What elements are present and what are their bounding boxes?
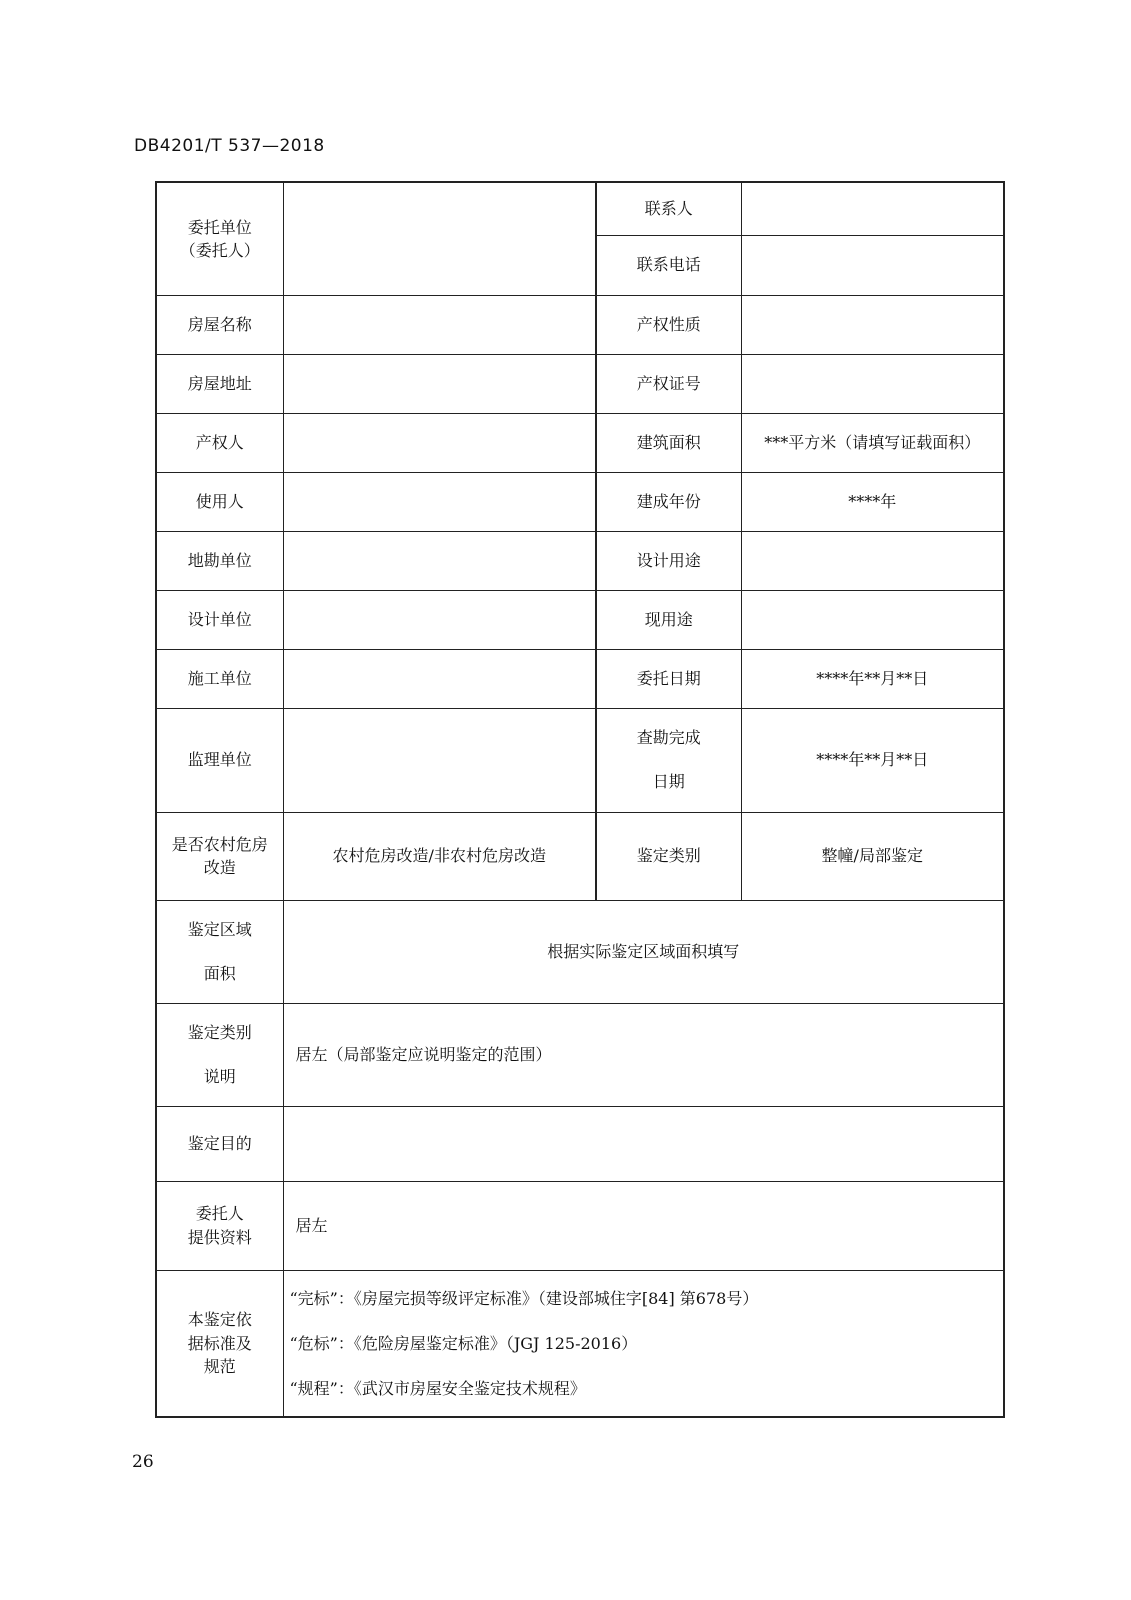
- appraisal-type-label: 鉴定类别: [596, 812, 741, 900]
- property-cert-value[interactable]: [741, 354, 1004, 413]
- owner-value[interactable]: [283, 413, 596, 472]
- survey-unit-label: 地勘单位: [156, 531, 283, 590]
- design-unit-label: 设计单位: [156, 590, 283, 649]
- current-use-label: 现用途: [596, 590, 741, 649]
- current-use-value[interactable]: [741, 590, 1004, 649]
- house-address-label: 房屋地址: [156, 354, 283, 413]
- appraisal-type-note-value[interactable]: 居左（局部鉴定应说明鉴定的范围）: [283, 1003, 1004, 1106]
- basis-item: “完标”：《房屋完损等级评定标准》（建设部城住字[84] 第678号）: [289, 1288, 759, 1308]
- basis-item: “危标”：《危险房屋鉴定标准》（JGJ 125-2016）: [289, 1333, 638, 1353]
- survey-completion-date-label: 查勘完成 日期: [596, 708, 741, 812]
- house-address-value[interactable]: [283, 354, 596, 413]
- contact-phone-label: 联系电话: [596, 235, 741, 295]
- appraisal-purpose-value[interactable]: [283, 1106, 1004, 1181]
- basis-value[interactable]: [283, 1270, 1004, 1417]
- design-use-value[interactable]: [741, 531, 1004, 590]
- contact-phone-value[interactable]: [741, 235, 1004, 295]
- client-materials-value[interactable]: 居左: [283, 1181, 1004, 1270]
- construction-unit-value[interactable]: [283, 649, 596, 708]
- rural-renovation-value[interactable]: 农村危房改造/非农村危房改造: [283, 812, 596, 900]
- commission-date-value[interactable]: ****年**月**日: [741, 649, 1004, 708]
- document-code: DB4201/T 537—2018: [134, 136, 325, 156]
- building-area-label: 建筑面积: [596, 413, 741, 472]
- supervision-unit-label: 监理单位: [156, 708, 283, 812]
- appraisal-purpose-label: 鉴定目的: [156, 1106, 283, 1181]
- appraisal-commission-form: [155, 181, 1005, 1418]
- basis-label: 本鉴定依 据标准及 规范: [156, 1270, 283, 1417]
- completion-year-value[interactable]: ****年: [741, 472, 1004, 531]
- client-value[interactable]: [283, 182, 596, 295]
- survey-unit-value[interactable]: [283, 531, 596, 590]
- appraisal-area-label: 鉴定区域 面积: [156, 900, 283, 1003]
- house-name-label: 房屋名称: [156, 295, 283, 354]
- appraisal-type-value[interactable]: 整幢/局部鉴定: [741, 812, 1004, 900]
- owner-label: 产权人: [156, 413, 283, 472]
- rural-renovation-label: 是否农村危房 改造: [156, 812, 283, 900]
- construction-unit-label: 施工单位: [156, 649, 283, 708]
- user-value[interactable]: [283, 472, 596, 531]
- design-unit-value[interactable]: [283, 590, 596, 649]
- house-name-value[interactable]: [283, 295, 596, 354]
- client-materials-label: 委托人 提供资料: [156, 1181, 283, 1270]
- client-label: 委托单位 （委托人）: [156, 182, 283, 295]
- appraisal-type-note-label: 鉴定类别 说明: [156, 1003, 283, 1106]
- contact-person-value[interactable]: [741, 182, 1004, 235]
- property-nature-value[interactable]: [741, 295, 1004, 354]
- contact-person-label: 联系人: [596, 182, 741, 235]
- design-use-label: 设计用途: [596, 531, 741, 590]
- property-cert-label: 产权证号: [596, 354, 741, 413]
- supervision-unit-value[interactable]: [283, 708, 596, 812]
- completion-year-label: 建成年份: [596, 472, 741, 531]
- building-area-value[interactable]: ***平方米（请填写证载面积）: [741, 413, 1004, 472]
- appraisal-area-value[interactable]: 根据实际鉴定区域面积填写: [283, 900, 1004, 1003]
- property-nature-label: 产权性质: [596, 295, 741, 354]
- survey-completion-date-value[interactable]: ****年**月**日: [741, 708, 1004, 812]
- page-number: 26: [132, 1452, 154, 1472]
- commission-date-label: 委托日期: [596, 649, 741, 708]
- basis-item: “规程”：《武汉市房屋安全鉴定技术规程》: [289, 1378, 586, 1398]
- user-label: 使用人: [156, 472, 283, 531]
